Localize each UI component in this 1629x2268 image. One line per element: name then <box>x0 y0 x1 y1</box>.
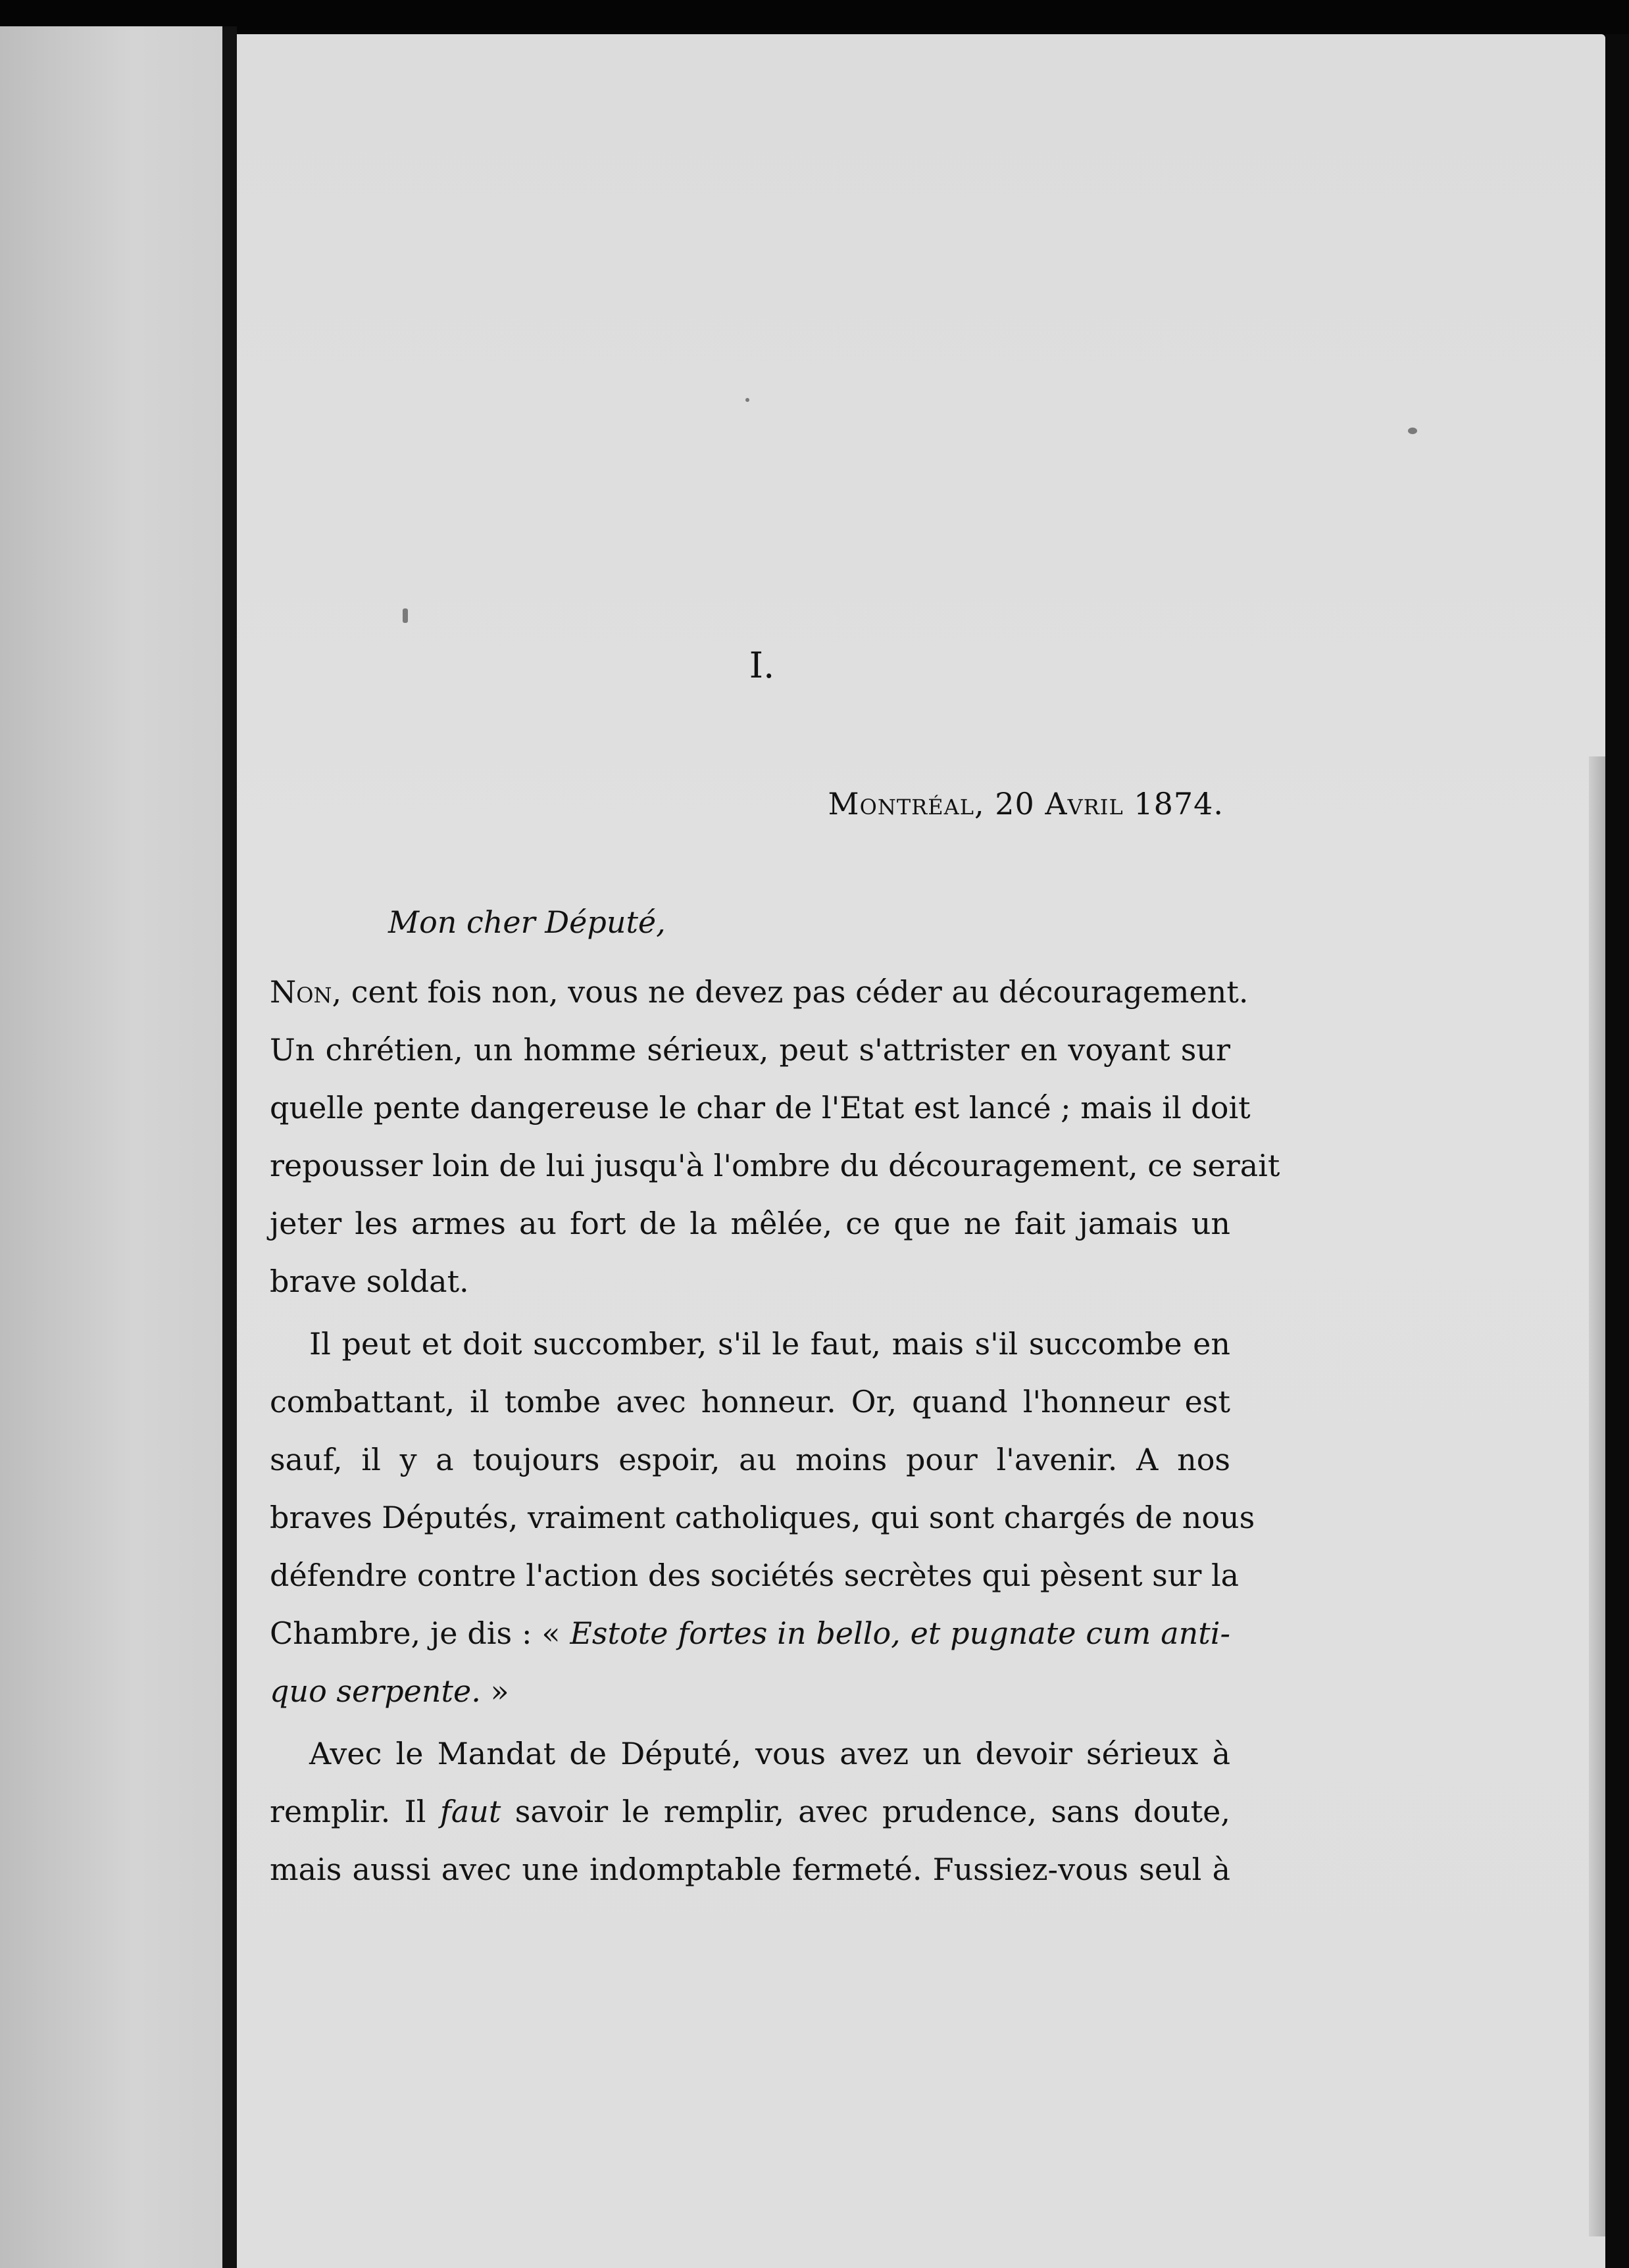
text-line: Il peut et doit succomber, s'il le faut, mais s'il succombe en <box>309 1326 1230 1362</box>
text-line: quelle pente dangereuse le char de l'Etat est lancé ; mais il doit <box>270 1090 1251 1125</box>
text-line: défendre contre l'action des sociétés secrètes qui pèsent sur la <box>270 1558 1240 1593</box>
dateline: Montréal, 20 Avril 1874. <box>828 786 1224 822</box>
text-line: sauf, il y a toujours espoir, au moins pour l'avenir. A nos <box>270 1442 1230 1477</box>
facing-page <box>0 26 222 2268</box>
book-binding <box>222 26 237 2268</box>
text-span: remplir. Il <box>270 1794 440 1829</box>
latin-quote: quo serpente. <box>270 1673 481 1709</box>
scan-speck <box>403 608 408 623</box>
scan-speck <box>1408 428 1417 434</box>
latin-quote: Estote fortes in bello, et pugnate cum anti- <box>570 1615 1230 1651</box>
opening-word: Non <box>270 974 332 1010</box>
scan-speck <box>745 398 749 402</box>
text-span: savoir le remplir, avec prudence, sans doute, <box>501 1794 1231 1829</box>
text-line <box>270 1615 1230 1651</box>
text-line <box>270 1673 1230 1709</box>
text-line: brave soldat. <box>270 1264 469 1299</box>
salutation: Mon cher Député, <box>388 904 666 940</box>
text-line <box>270 974 1249 1010</box>
emphasis-word: faut <box>439 1794 501 1829</box>
text-line: jeter les armes au fort de la mêlée, ce que ne fait jamais un <box>270 1206 1230 1241</box>
text-span: Chambre, je dis : « <box>270 1615 570 1651</box>
text-line <box>270 1796 1230 1827</box>
text-span: » <box>480 1673 509 1709</box>
scan-border <box>1605 34 1629 2268</box>
text-line: combattant, il tombe avec honneur. Or, quand l'honneur est <box>270 1384 1230 1419</box>
text-span: , cent fois non, vous ne devez pas céder au découragement. <box>332 974 1249 1010</box>
text-line: Avec le Mandat de Député, vous avez un devoir sérieux à <box>309 1736 1230 1771</box>
chapter-number: I. <box>749 645 775 686</box>
text-line: braves Députés, vraiment catholiques, qui sont chargés de nous <box>270 1500 1255 1535</box>
text-line: mais aussi avec une indomptable fermeté. Fussiez-vous seul à <box>270 1852 1230 1887</box>
text-line: Un chrétien, un homme sérieux, peut s'attrister en voyant sur <box>270 1032 1230 1068</box>
text-line: repousser loin de lui jusqu'à l'ombre du découragement, ce serait <box>270 1148 1280 1183</box>
